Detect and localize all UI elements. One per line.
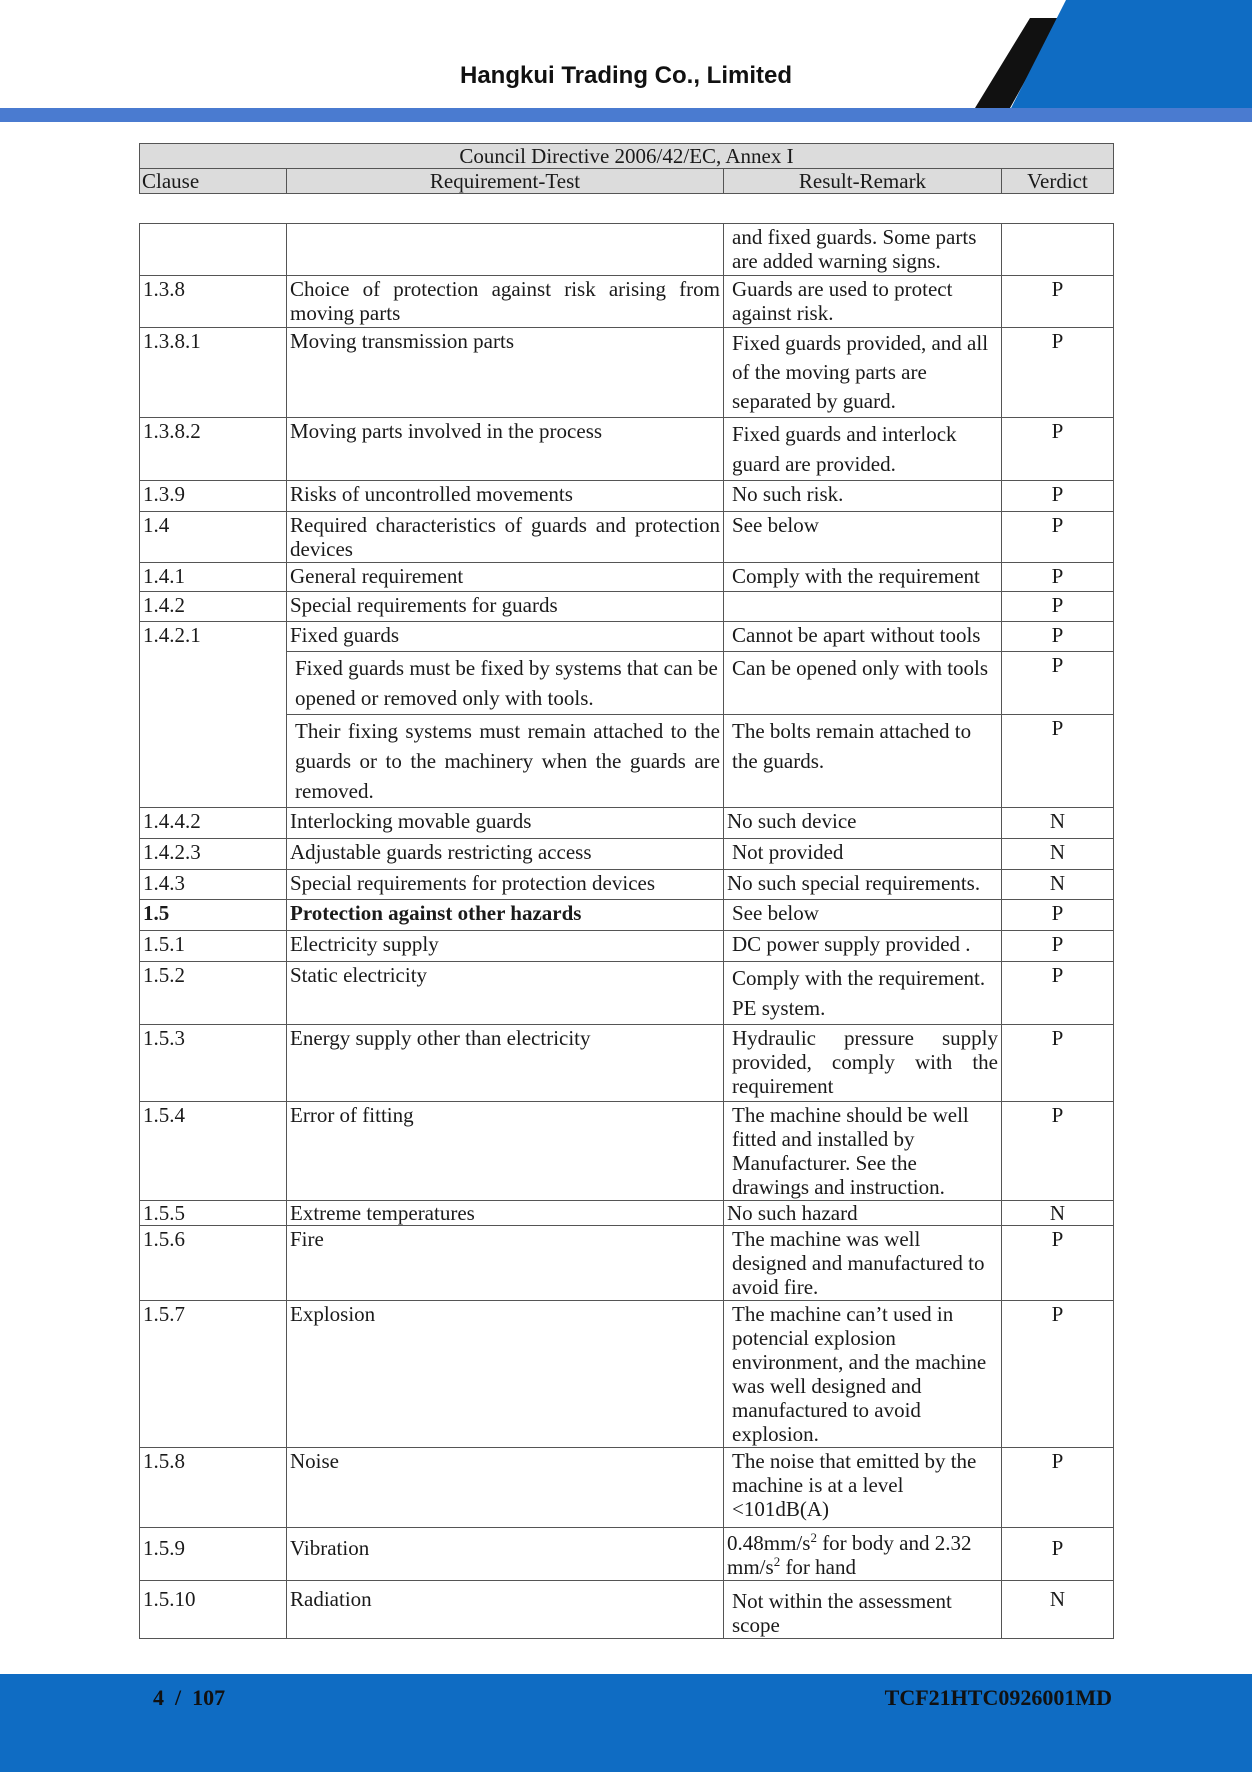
table-header	[139, 143, 1114, 194]
result-cell: Can be opened only with tools	[724, 652, 1002, 715]
requirement-cell: Risks of uncontrolled movements	[287, 481, 724, 512]
table-row	[140, 1025, 1114, 1102]
clause-cell: 1.5.6	[140, 1226, 287, 1301]
result-cell: No such risk.	[724, 481, 1002, 512]
requirement-cell: Required characteristics of guards and protection devices	[287, 512, 724, 563]
verdict-cell: P	[1002, 1102, 1114, 1201]
clause-cell: 1.4.3	[140, 870, 287, 900]
result-cell: See below	[724, 512, 1002, 563]
result-cell: Cannot be apart without tools	[724, 622, 1002, 652]
verdict-cell: N	[1002, 870, 1114, 900]
vibration-body-value: 0.48mm/s	[727, 1531, 811, 1555]
verdict-cell: P	[1002, 652, 1114, 715]
clause-cell: 1.5.10	[140, 1581, 287, 1639]
verdict-cell: P	[1002, 1025, 1114, 1102]
result-cell: Comply with the requirement	[724, 563, 1002, 592]
table-row	[140, 276, 1114, 328]
clause-cell: 1.5	[140, 900, 287, 931]
verdict-cell: P	[1002, 1528, 1114, 1581]
requirement-cell: Energy supply other than electricity	[287, 1025, 724, 1102]
table-row	[140, 622, 1114, 652]
table-row	[140, 962, 1114, 1025]
requirement-cell: Fixed guards	[287, 622, 724, 652]
table-row	[140, 1528, 1114, 1581]
result-cell: Guards are used to protect against risk.	[724, 276, 1002, 328]
result-cell: The machine was well designed and manufactured to avoid fire.	[724, 1226, 1002, 1301]
column-header-requirement: Requirement-Test	[287, 169, 724, 194]
verdict-cell: P	[1002, 1226, 1114, 1301]
result-cell: Not provided	[724, 839, 1002, 870]
result-cell: No such special requirements.	[724, 870, 1002, 900]
clause-cell: 1.5.3	[140, 1025, 287, 1102]
table-row	[140, 931, 1114, 962]
column-header-result: Result-Remark	[724, 169, 1002, 194]
clause-cell: 1.4.2.3	[140, 839, 287, 870]
verdict-cell: N	[1002, 839, 1114, 870]
clause-cell: 1.4.1	[140, 563, 287, 592]
vibration-suffix: for hand	[780, 1555, 856, 1579]
requirement-cell: Noise	[287, 1448, 724, 1528]
result-cell: The machine can’t used in potencial explosion environment, and the machine was well designed and manufactured to avoid explosion.	[724, 1301, 1002, 1448]
clause-cell: 1.4.2.1	[140, 622, 287, 808]
requirement-cell: Extreme temperatures	[287, 1201, 724, 1226]
requirement-cell: Adjustable guards restricting access	[287, 839, 724, 870]
table-title: Council Directive 2006/42/EC, Annex I	[140, 144, 1114, 169]
clause-cell	[140, 224, 287, 276]
verdict-cell: P	[1002, 512, 1114, 563]
table-row	[140, 839, 1114, 870]
verdict-cell: P	[1002, 1448, 1114, 1528]
table-row	[140, 1301, 1114, 1448]
result-cell: and fixed guards. Some parts are added warning signs.	[724, 224, 1002, 276]
verdict-cell: P	[1002, 931, 1114, 962]
table-row	[140, 900, 1114, 931]
table-row	[140, 652, 1114, 715]
verdict-cell: N	[1002, 808, 1114, 839]
header-band	[0, 108, 1252, 122]
header-blue-block	[1006, 0, 1252, 118]
clause-cell: 1.3.9	[140, 481, 287, 512]
verdict-cell: P	[1002, 715, 1114, 808]
requirement-cell: Special requirements for protection devices	[287, 870, 724, 900]
vibration-hand-value: for body and 2.32 mm/s	[727, 1531, 972, 1579]
table-row	[140, 1448, 1114, 1528]
result-cell: DC power supply provided .	[724, 931, 1002, 962]
table-row	[140, 328, 1114, 418]
superscript: 2	[810, 1530, 817, 1545]
table-row	[140, 1102, 1114, 1201]
requirement-cell: Electricity supply	[287, 931, 724, 962]
requirement-cell: General requirement	[287, 563, 724, 592]
clause-cell: 1.5.5	[140, 1201, 287, 1226]
document-number: TCF21HTC0926001MD	[884, 1685, 1112, 1710]
requirement-cell: Interlocking movable guards	[287, 808, 724, 839]
table-row	[140, 512, 1114, 563]
company-name: Hangkui Trading Co., Limited	[459, 62, 792, 89]
result-cell: Fixed guards provided, and all of the moving parts are separated by guard.	[724, 328, 1002, 418]
requirement-cell: Choice of protection against risk arising from moving parts	[287, 276, 724, 328]
requirement-cell: Static electricity	[287, 962, 724, 1025]
result-cell: No such device	[724, 808, 1002, 839]
result-cell	[724, 592, 1002, 622]
superscript: 2	[773, 1554, 781, 1569]
table-row	[140, 481, 1114, 512]
verdict-cell: P	[1002, 622, 1114, 652]
requirement-cell	[287, 224, 724, 276]
requirement-cell: Their fixing systems must remain attached to the guards or to the machinery when the guards are removed.	[287, 715, 724, 808]
clause-cell: 1.5.2	[140, 962, 287, 1025]
table-row	[140, 1226, 1114, 1301]
verdict-cell: P	[1002, 592, 1114, 622]
clause-cell: 1.4.2	[140, 592, 287, 622]
verdict-cell: P	[1002, 962, 1114, 1025]
table-row	[140, 808, 1114, 839]
result-cell: Not within the assessment scope	[724, 1581, 1002, 1639]
clause-cell: 1.5.1	[140, 931, 287, 962]
result-cell: The bolts remain attached to the guards.	[724, 715, 1002, 808]
requirement-cell: Moving parts involved in the process	[287, 418, 724, 481]
requirements-table	[139, 223, 1114, 1639]
verdict-cell: N	[1002, 1201, 1114, 1226]
table-row	[140, 418, 1114, 481]
requirement-cell: Vibration	[287, 1528, 724, 1581]
table-row	[140, 1201, 1114, 1226]
verdict-cell: N	[1002, 1581, 1114, 1639]
clause-cell: 1.5.9	[140, 1528, 287, 1581]
clause-cell: 1.4.4.2	[140, 808, 287, 839]
verdict-cell: P	[1002, 276, 1114, 328]
clause-cell: 1.5.4	[140, 1102, 287, 1201]
requirement-cell: Moving transmission parts	[287, 328, 724, 418]
table-row	[140, 224, 1114, 276]
page-number: 4 / 107	[153, 1685, 226, 1710]
result-cell: Comply with the requirement. PE system.	[724, 962, 1002, 1025]
clause-cell: 1.3.8	[140, 276, 287, 328]
requirement-cell: Fire	[287, 1226, 724, 1301]
verdict-cell: P	[1002, 900, 1114, 931]
verdict-cell: P	[1002, 563, 1114, 592]
clause-cell: 1.3.8.2	[140, 418, 287, 481]
result-cell: The machine should be well fitted and installed by Manufacturer. See the drawings and instruction.	[724, 1102, 1002, 1201]
result-cell: Hydraulic pressure supply provided, comply with the requirement	[724, 1025, 1002, 1102]
clause-cell: 1.5.7	[140, 1301, 287, 1448]
verdict-cell: P	[1002, 481, 1114, 512]
verdict-cell	[1002, 224, 1114, 276]
clause-cell: 1.4	[140, 512, 287, 563]
table-row	[140, 563, 1114, 592]
table-row	[140, 592, 1114, 622]
requirement-cell: Protection against other hazards	[287, 900, 724, 931]
result-cell: See below	[724, 900, 1002, 931]
result-cell: Fixed guards and interlock guard are provided.	[724, 418, 1002, 481]
requirement-cell: Error of fitting	[287, 1102, 724, 1201]
requirement-cell: Fixed guards must be fixed by systems that can be opened or removed only with tools.	[287, 652, 724, 715]
clause-cell: 1.3.8.1	[140, 328, 287, 418]
table-row	[140, 1581, 1114, 1639]
verdict-cell: P	[1002, 418, 1114, 481]
table-row	[140, 870, 1114, 900]
requirement-cell: Special requirements for guards	[287, 592, 724, 622]
result-cell: No such hazard	[724, 1201, 1002, 1226]
requirement-cell: Explosion	[287, 1301, 724, 1448]
verdict-cell: P	[1002, 1301, 1114, 1448]
result-cell: The noise that emitted by the machine is at a level <101dB(A)	[724, 1448, 1002, 1528]
verdict-cell: P	[1002, 328, 1114, 418]
column-header-verdict: Verdict	[1002, 169, 1114, 194]
clause-cell: 1.5.8	[140, 1448, 287, 1528]
column-header-clause: Clause	[140, 169, 287, 194]
requirement-cell: Radiation	[287, 1581, 724, 1639]
table-row	[140, 715, 1114, 808]
result-cell	[724, 1528, 1002, 1581]
